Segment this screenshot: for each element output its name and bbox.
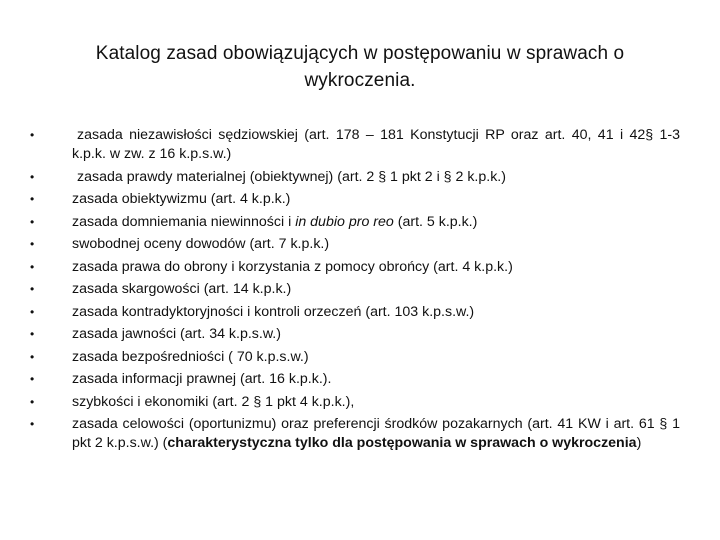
bullet-icon: • xyxy=(30,237,35,252)
list-item xyxy=(30,370,680,389)
bullet-icon: • xyxy=(30,417,35,432)
bullet-icon: • xyxy=(30,282,35,297)
list-item-text: zasada bezpośredniości ( 70 k.p.s.w.) xyxy=(72,348,309,365)
list-item-text: zasada niezawisłości sędziowskiej (art. 178 – 181 Konstytucji RP oraz art. 40, 41 i 42§ 1-3 k.p.k. w zw. z 16 k.p.s.w.) xyxy=(72,127,680,163)
list-item xyxy=(30,303,680,322)
bullet-icon: • xyxy=(30,349,35,364)
list-item xyxy=(30,393,680,412)
list-item xyxy=(30,348,680,367)
list-item xyxy=(30,126,680,164)
bullet-icon: • xyxy=(30,128,35,142)
list-item-text: zasada celowości (oportunizmu) oraz preferencji środków pozakarnych (art. 41 KW i art. 61 § 1 pkt 2 k.p.s.w.) ( xyxy=(72,416,680,452)
slide-title: Katalog zasad obowiązujących w postępowaniu w sprawach o wykroczenia. xyxy=(95,43,625,91)
list-item-text-bold: charakterystyczna tylko dla postępowania w sprawach o wykroczenia xyxy=(167,435,637,452)
list-item-text: zasada prawa do obrony i korzystania z pomocy obrońcy (art. 4 k.p.k.) xyxy=(72,258,513,275)
bullet-icon: • xyxy=(30,214,35,229)
list-item xyxy=(30,415,680,453)
list-item-text: zasada jawności (art. 34 k.p.s.w.) xyxy=(72,326,281,343)
list-item-text: zasada prawdy materialnej (obiektywnej) (art. 2 § 1 pkt 2 i § 2 k.p.k.) xyxy=(77,168,506,185)
list-item-text: zasada skargowości (art. 14 k.p.k.) xyxy=(72,281,292,298)
list-item xyxy=(30,213,680,232)
bullet-icon: • xyxy=(30,169,35,184)
list-item-text: zasada obiektywizmu (art. 4 k.p.k.) xyxy=(72,191,291,208)
bullet-icon: • xyxy=(30,327,35,342)
list-item-text: szybkości i ekonomiki (art. 2 § 1 pkt 4 k.p.k.), xyxy=(72,393,355,410)
list-item xyxy=(30,235,680,254)
list-item-text-after: (art. 5 k.p.k.) xyxy=(393,213,478,230)
bullet-icon: • xyxy=(30,394,35,409)
list-item-text: swobodnej oceny dowodów (art. 7 k.p.k.) xyxy=(72,236,330,253)
list-item-text-italic: in dubio pro reo xyxy=(295,213,394,230)
bullet-icon: • xyxy=(30,304,35,319)
list-item xyxy=(30,168,680,187)
bullet-icon: • xyxy=(30,259,35,274)
list-item-text: zasada kontradyktoryjności i kontroli orzeczeń (art. 103 k.p.s.w.) xyxy=(72,303,475,320)
list-item xyxy=(30,325,680,344)
list-item-text: zasada informacji prawnej (art. 16 k.p.k.). xyxy=(72,371,332,388)
list-item xyxy=(30,190,680,209)
bullet-icon: • xyxy=(30,192,35,207)
bullet-icon: • xyxy=(30,372,35,387)
list-item xyxy=(30,280,680,299)
principles-list xyxy=(30,126,680,457)
list-item-text-before: zasada domniemania niewinności i xyxy=(72,213,296,230)
list-item-text-after: ) xyxy=(636,435,642,452)
list-item xyxy=(30,258,680,277)
